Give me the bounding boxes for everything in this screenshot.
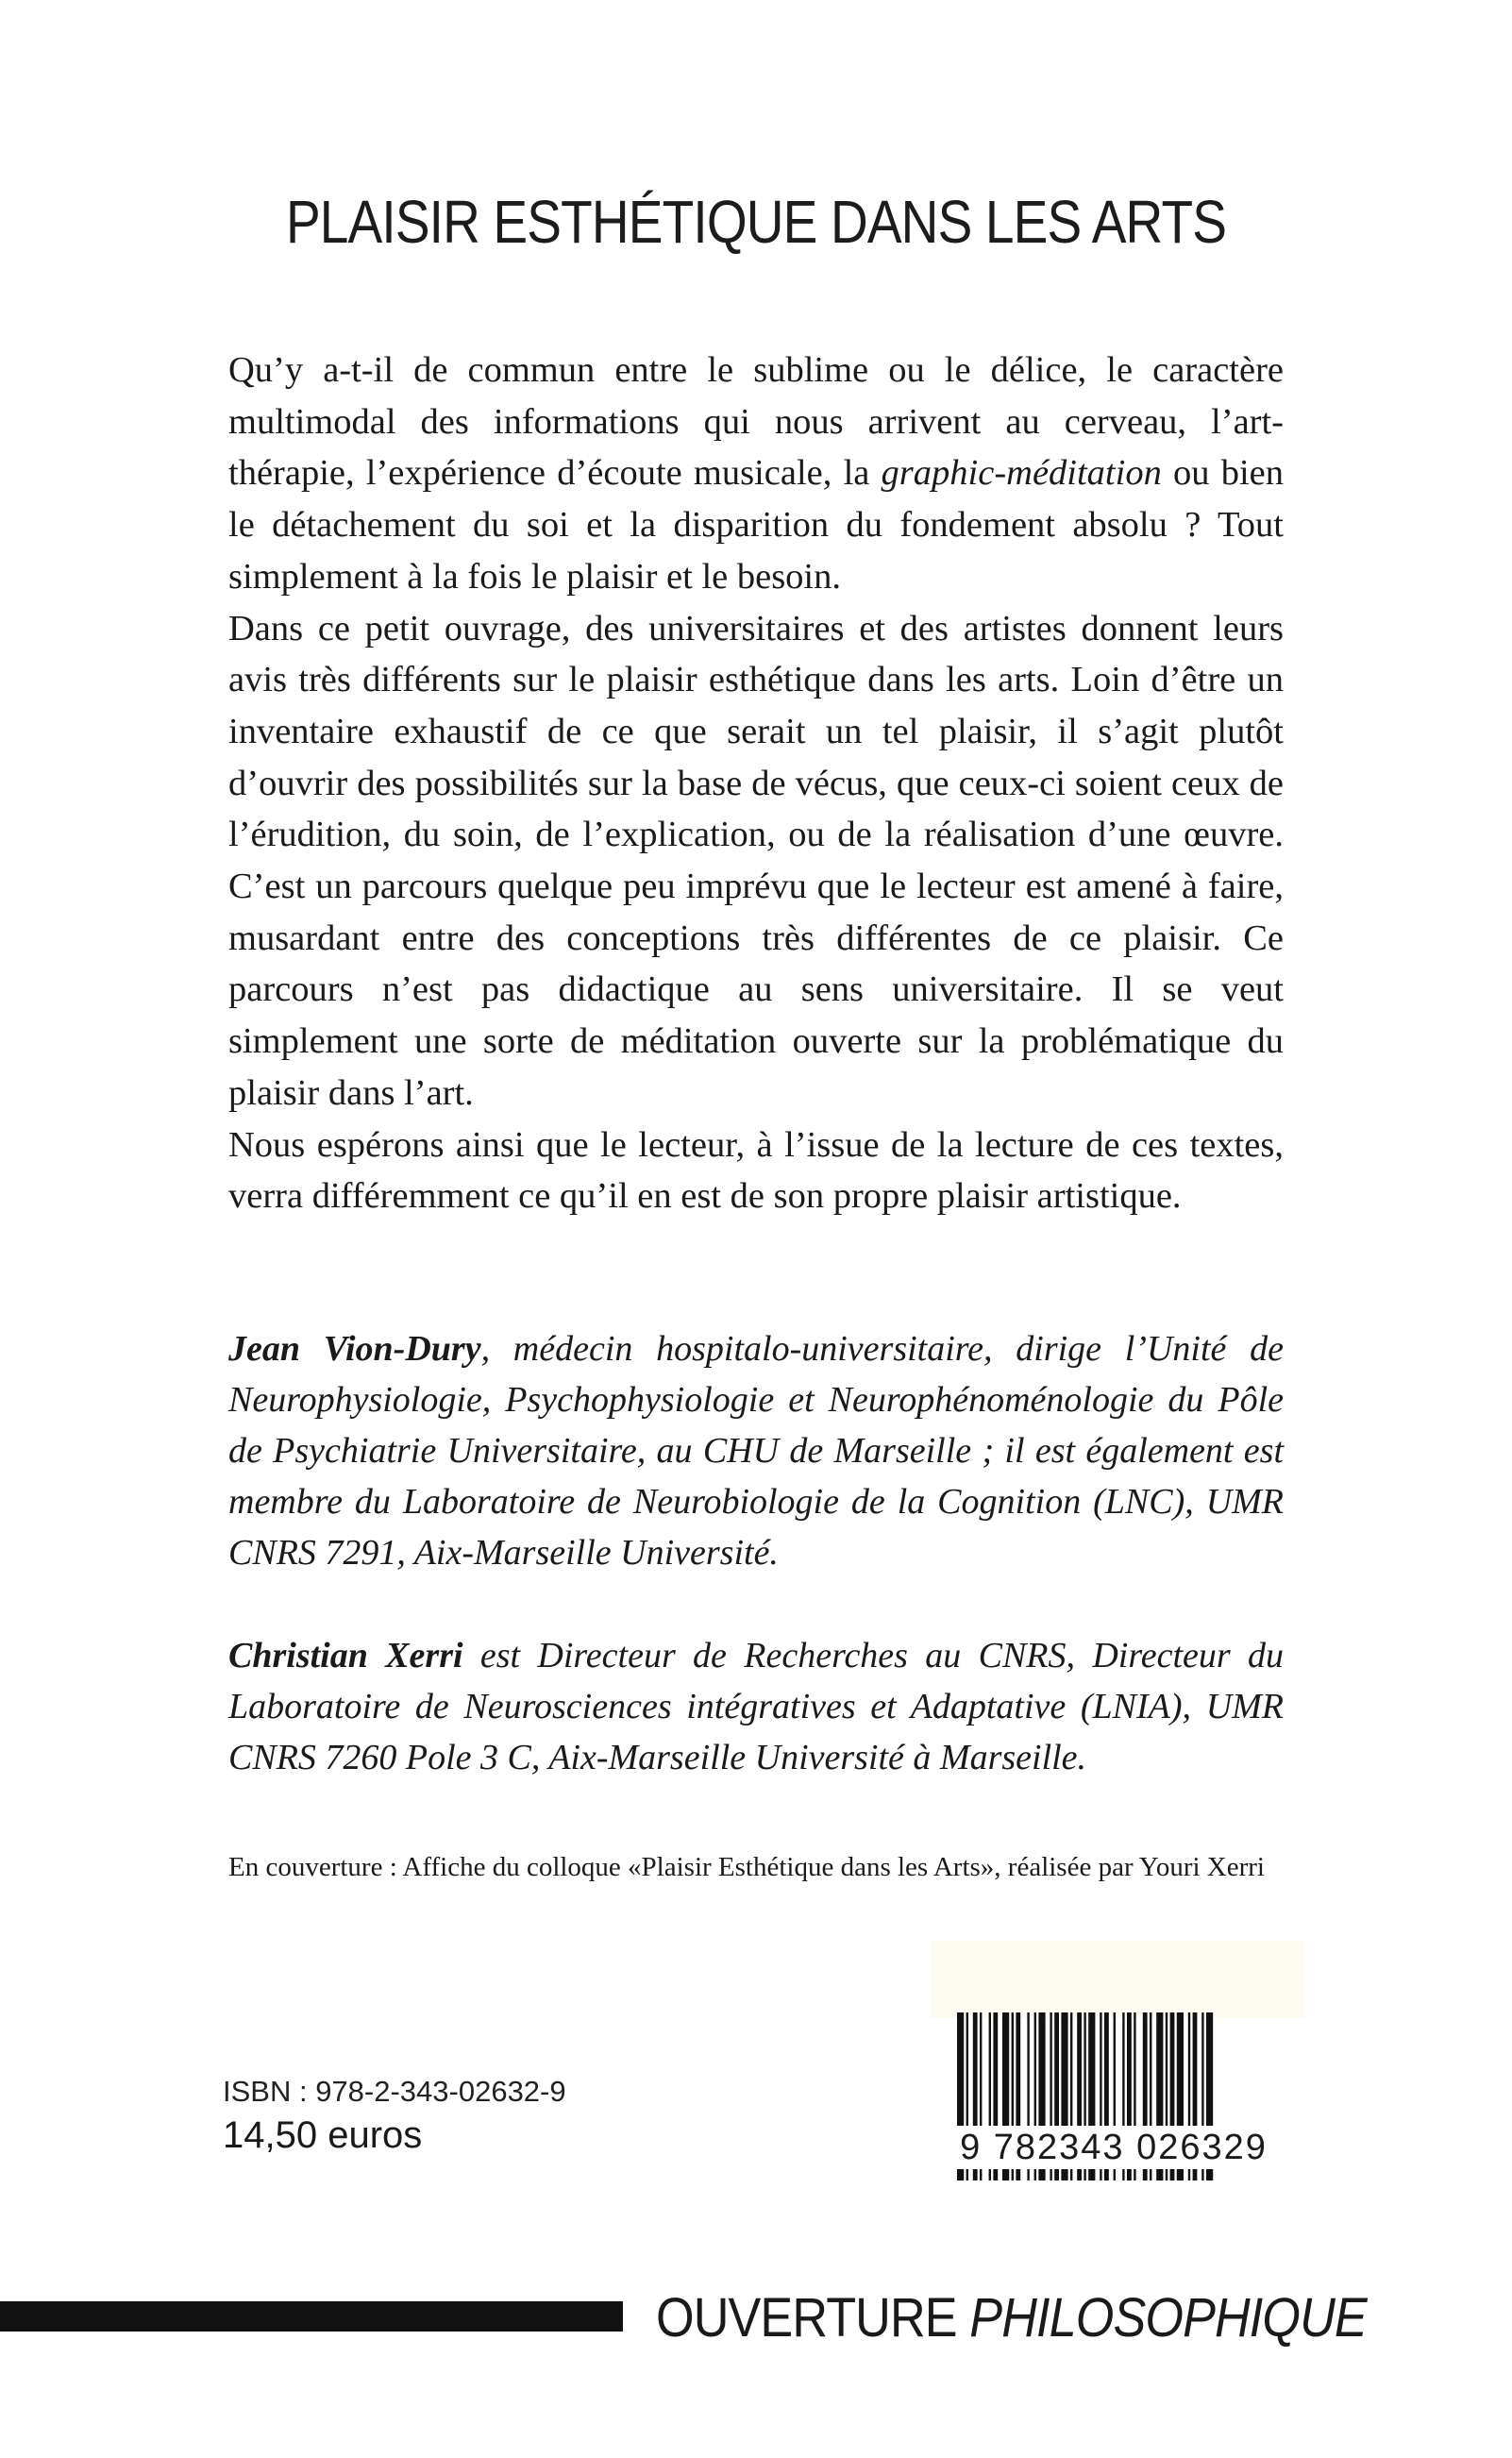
blurb-italic-term: graphic-méditation xyxy=(881,453,1162,494)
book-title: PLAISIR ESTHÉTIQUE DANS LES ARTS xyxy=(285,188,1227,256)
blurb-paragraph-1-start: Qu’y a-t-il de commun entre le sublime ou le délice, le caractère multimodal des informations qui nous arrivent au cerveau, l’art-thérapie, l’expérience d’écoute musicale, la xyxy=(228,350,1284,494)
series-name xyxy=(656,2286,1367,2349)
blurb-paragraph-1 xyxy=(228,345,1284,603)
blurb-paragraph-1-end: ou bien le détachement du soi et la disparition du fondement absolu ? Tout simplement à la fois le plaisir et le besoin. xyxy=(228,453,1284,597)
author-bio-text-1: , médecin hospitalo-universitaire, dirige l’Unité de Neurophysiologie, Psychophysiologie et Neurophénoménologie du Pôle de Psychiatrie Universitaire, au CHU de Marseille ; il est également est membre du Laboratoire de Neurobiologie de la Cognition (LNC), UMR CNRS 7291, Aix-Marseille Université. xyxy=(228,1329,1284,1573)
series-name-part-1: OUVERTURE xyxy=(656,2287,970,2349)
cover-credit: En couverture : Affiche du colloque «Plaisir Esthétique dans les Arts», réalisée par Youri Xerri xyxy=(228,1852,1265,1882)
author-bio-1 xyxy=(228,1323,1284,1578)
author-bio-2 xyxy=(228,1630,1284,1783)
author-name-1: Jean Vion-Dury xyxy=(228,1329,481,1369)
price: 14,50 euros xyxy=(223,2114,423,2156)
blurb-paragraph-3: Nous espérons ainsi que le lecteur, à l’issue de la lecture de ces textes, verra différemment ce qu’il en est de son propre plaisir artistique. xyxy=(228,1124,1284,1217)
barcode-digits: 9 782343 026329 xyxy=(934,2126,1293,2169)
isbn: ISBN : 978-2-343-02632-9 xyxy=(223,2075,566,2108)
series-name-part-2: PHILOSOPHIQUE xyxy=(969,2287,1367,2349)
barcode-label-area xyxy=(931,1941,1304,2018)
blurb-paragraph-2: Dans ce petit ouvrage, des universitaires et des artistes donnent leurs avis très différents sur le plaisir esthétique dans les arts. Loin d’être un inventaire exhaustif de ce que serait un tel plaisir, il s’agit plutôt d’ouvrir des possibilités sur la base de vécus, que ceux-ci soient ceux de l’érudition, du soin, de l’explication, ou de la réalisation d’une œuvre. C’est un parcours quelque peu imprévu que le lecteur est amené à faire, musardant entre des conceptions très différentes de ce plaisir. Ce parcours n’est pas didactique au sens universitaire. Il se veut simplement une sorte de méditation ouverte sur la problématique du plaisir dans l’art. xyxy=(228,608,1284,1113)
author-bio-text-2: est Directeur de Recherches au CNRS, Directeur du Laboratoire de Neurosciences intégratives et Adaptative (LNIA), UMR CNRS 7260 Pole 3 C, Aix-Marseille Université à Marseille. xyxy=(228,1636,1284,1777)
author-name-2: Christian Xerri xyxy=(228,1636,463,1675)
series-bar xyxy=(0,2301,623,2332)
back-cover-blurb xyxy=(228,345,1284,1222)
